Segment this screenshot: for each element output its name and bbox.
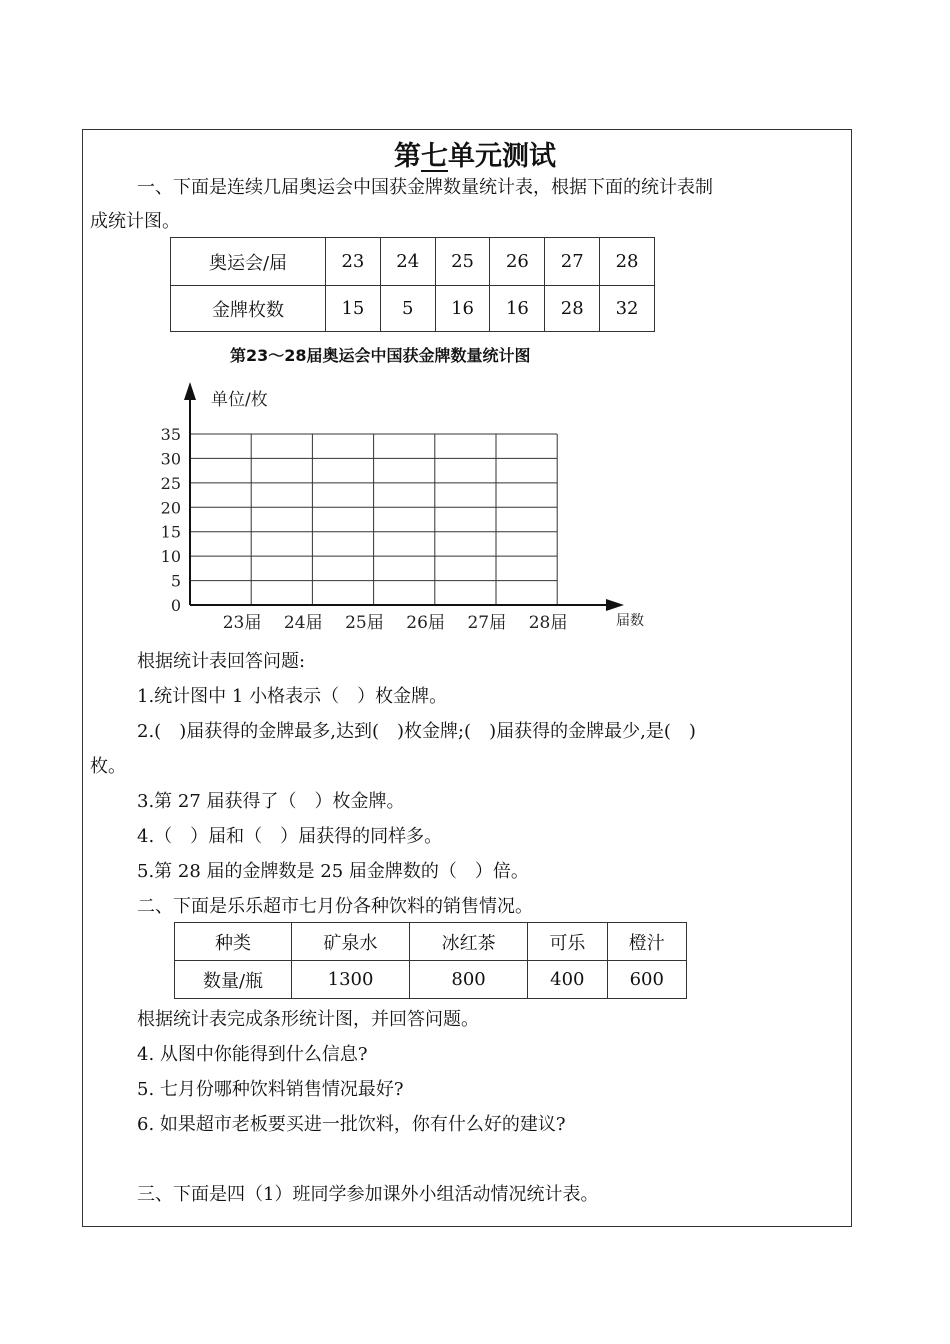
x-tick-label: 27届 <box>467 613 507 633</box>
table-cell: 28 <box>600 238 655 286</box>
section1-intro-line2: 成统计图。 <box>90 211 180 232</box>
question-4: 4.（ ）届和（ ）届获得的同样多。 <box>137 826 443 847</box>
question-2-line1: 2.( )届获得的金牌最多,达到( )枚金牌;( )届获得的金牌最少,是( ) <box>137 721 696 742</box>
drinks-sales-table <box>174 922 687 999</box>
y-tick-label: 10 <box>160 547 181 567</box>
section2-lead: 根据统计表完成条形统计图，并回答问题。 <box>137 1009 479 1030</box>
table-header-medals: 金牌枚数 <box>171 286 326 332</box>
section2-question-4: 4. 从图中你能得到什么信息? <box>137 1044 368 1065</box>
table-cell: 28 <box>545 286 600 332</box>
y-tick-label: 20 <box>160 498 181 518</box>
table-cell: 16 <box>490 286 545 332</box>
table-cell: 800 <box>410 961 528 999</box>
x-tick-label: 26届 <box>406 613 445 633</box>
y-tick-label: 30 <box>160 449 181 469</box>
x-tick-label: 23届 <box>222 613 262 633</box>
section2-question-5: 5. 七月份哪种饮料销售情况最好? <box>137 1079 404 1100</box>
question-1: 1.统计图中 1 小格表示（ ）枚金牌。 <box>137 686 448 707</box>
x-axis-label: 届数 <box>616 613 644 629</box>
table-header-session: 奥运会/届 <box>171 238 326 286</box>
question-2-line2: 枚。 <box>90 756 126 777</box>
x-tick-label: 28届 <box>528 613 568 633</box>
y-axis-arrow-icon <box>184 382 196 400</box>
table-cell: 15 <box>326 286 381 332</box>
x-tick-label: 25届 <box>345 613 384 633</box>
section3-intro: 三、下面是四（1）班同学参加课外小组活动情况统计表。 <box>137 1184 599 1205</box>
table-cell: 26 <box>490 238 545 286</box>
table-header-amount: 数量/瓶 <box>175 961 292 999</box>
table-cell: 400 <box>528 961 607 999</box>
chart-title: 第23～28届奥运会中国获金牌数量统计图 <box>230 346 531 365</box>
question-3: 3.第 27 届获得了（ ）枚金牌。 <box>137 791 405 812</box>
table-cell: 5 <box>380 286 435 332</box>
table-cell: 32 <box>600 286 655 332</box>
table-header-kind: 种类 <box>175 923 292 961</box>
table-cell: 橙汁 <box>607 923 686 961</box>
section2-question-6: 6. 如果超市老板要买进一批饮料，你有什么好的建议? <box>137 1114 566 1135</box>
page-title: 第七单元测试 <box>394 141 556 172</box>
table-cell: 25 <box>435 238 490 286</box>
table-cell: 27 <box>545 238 600 286</box>
table-cell: 16 <box>435 286 490 332</box>
y-tick-label: 35 <box>160 425 181 444</box>
unit-number: 七 <box>421 141 448 172</box>
y-tick-label: 15 <box>160 522 181 542</box>
section1-intro-line1: 一、下面是连续几届奥运会中国获金牌数量统计表，根据下面的统计表制 <box>137 177 713 198</box>
y-axis-label: 单位/枚 <box>211 390 268 410</box>
questions-lead: 根据统计表回答问题: <box>137 651 306 672</box>
y-tick-label: 0 <box>170 596 181 615</box>
table-cell: 可乐 <box>528 923 607 961</box>
x-tick-label: 24届 <box>283 613 323 633</box>
question-5: 5.第 28 届的金牌数是 25 届金牌数的（ ）倍。 <box>137 861 529 882</box>
section2-intro: 二、下面是乐乐超市七月份各种饮料的销售情况。 <box>137 896 533 917</box>
y-tick-label: 25 <box>160 473 181 493</box>
x-axis-arrow-icon <box>606 599 624 611</box>
table-cell: 矿泉水 <box>292 923 410 961</box>
y-tick-label: 5 <box>170 571 181 591</box>
table-cell: 24 <box>380 238 435 286</box>
table-cell: 1300 <box>292 961 410 999</box>
table-cell: 600 <box>607 961 686 999</box>
table-cell: 冰红茶 <box>410 923 528 961</box>
table-cell: 23 <box>326 238 381 286</box>
